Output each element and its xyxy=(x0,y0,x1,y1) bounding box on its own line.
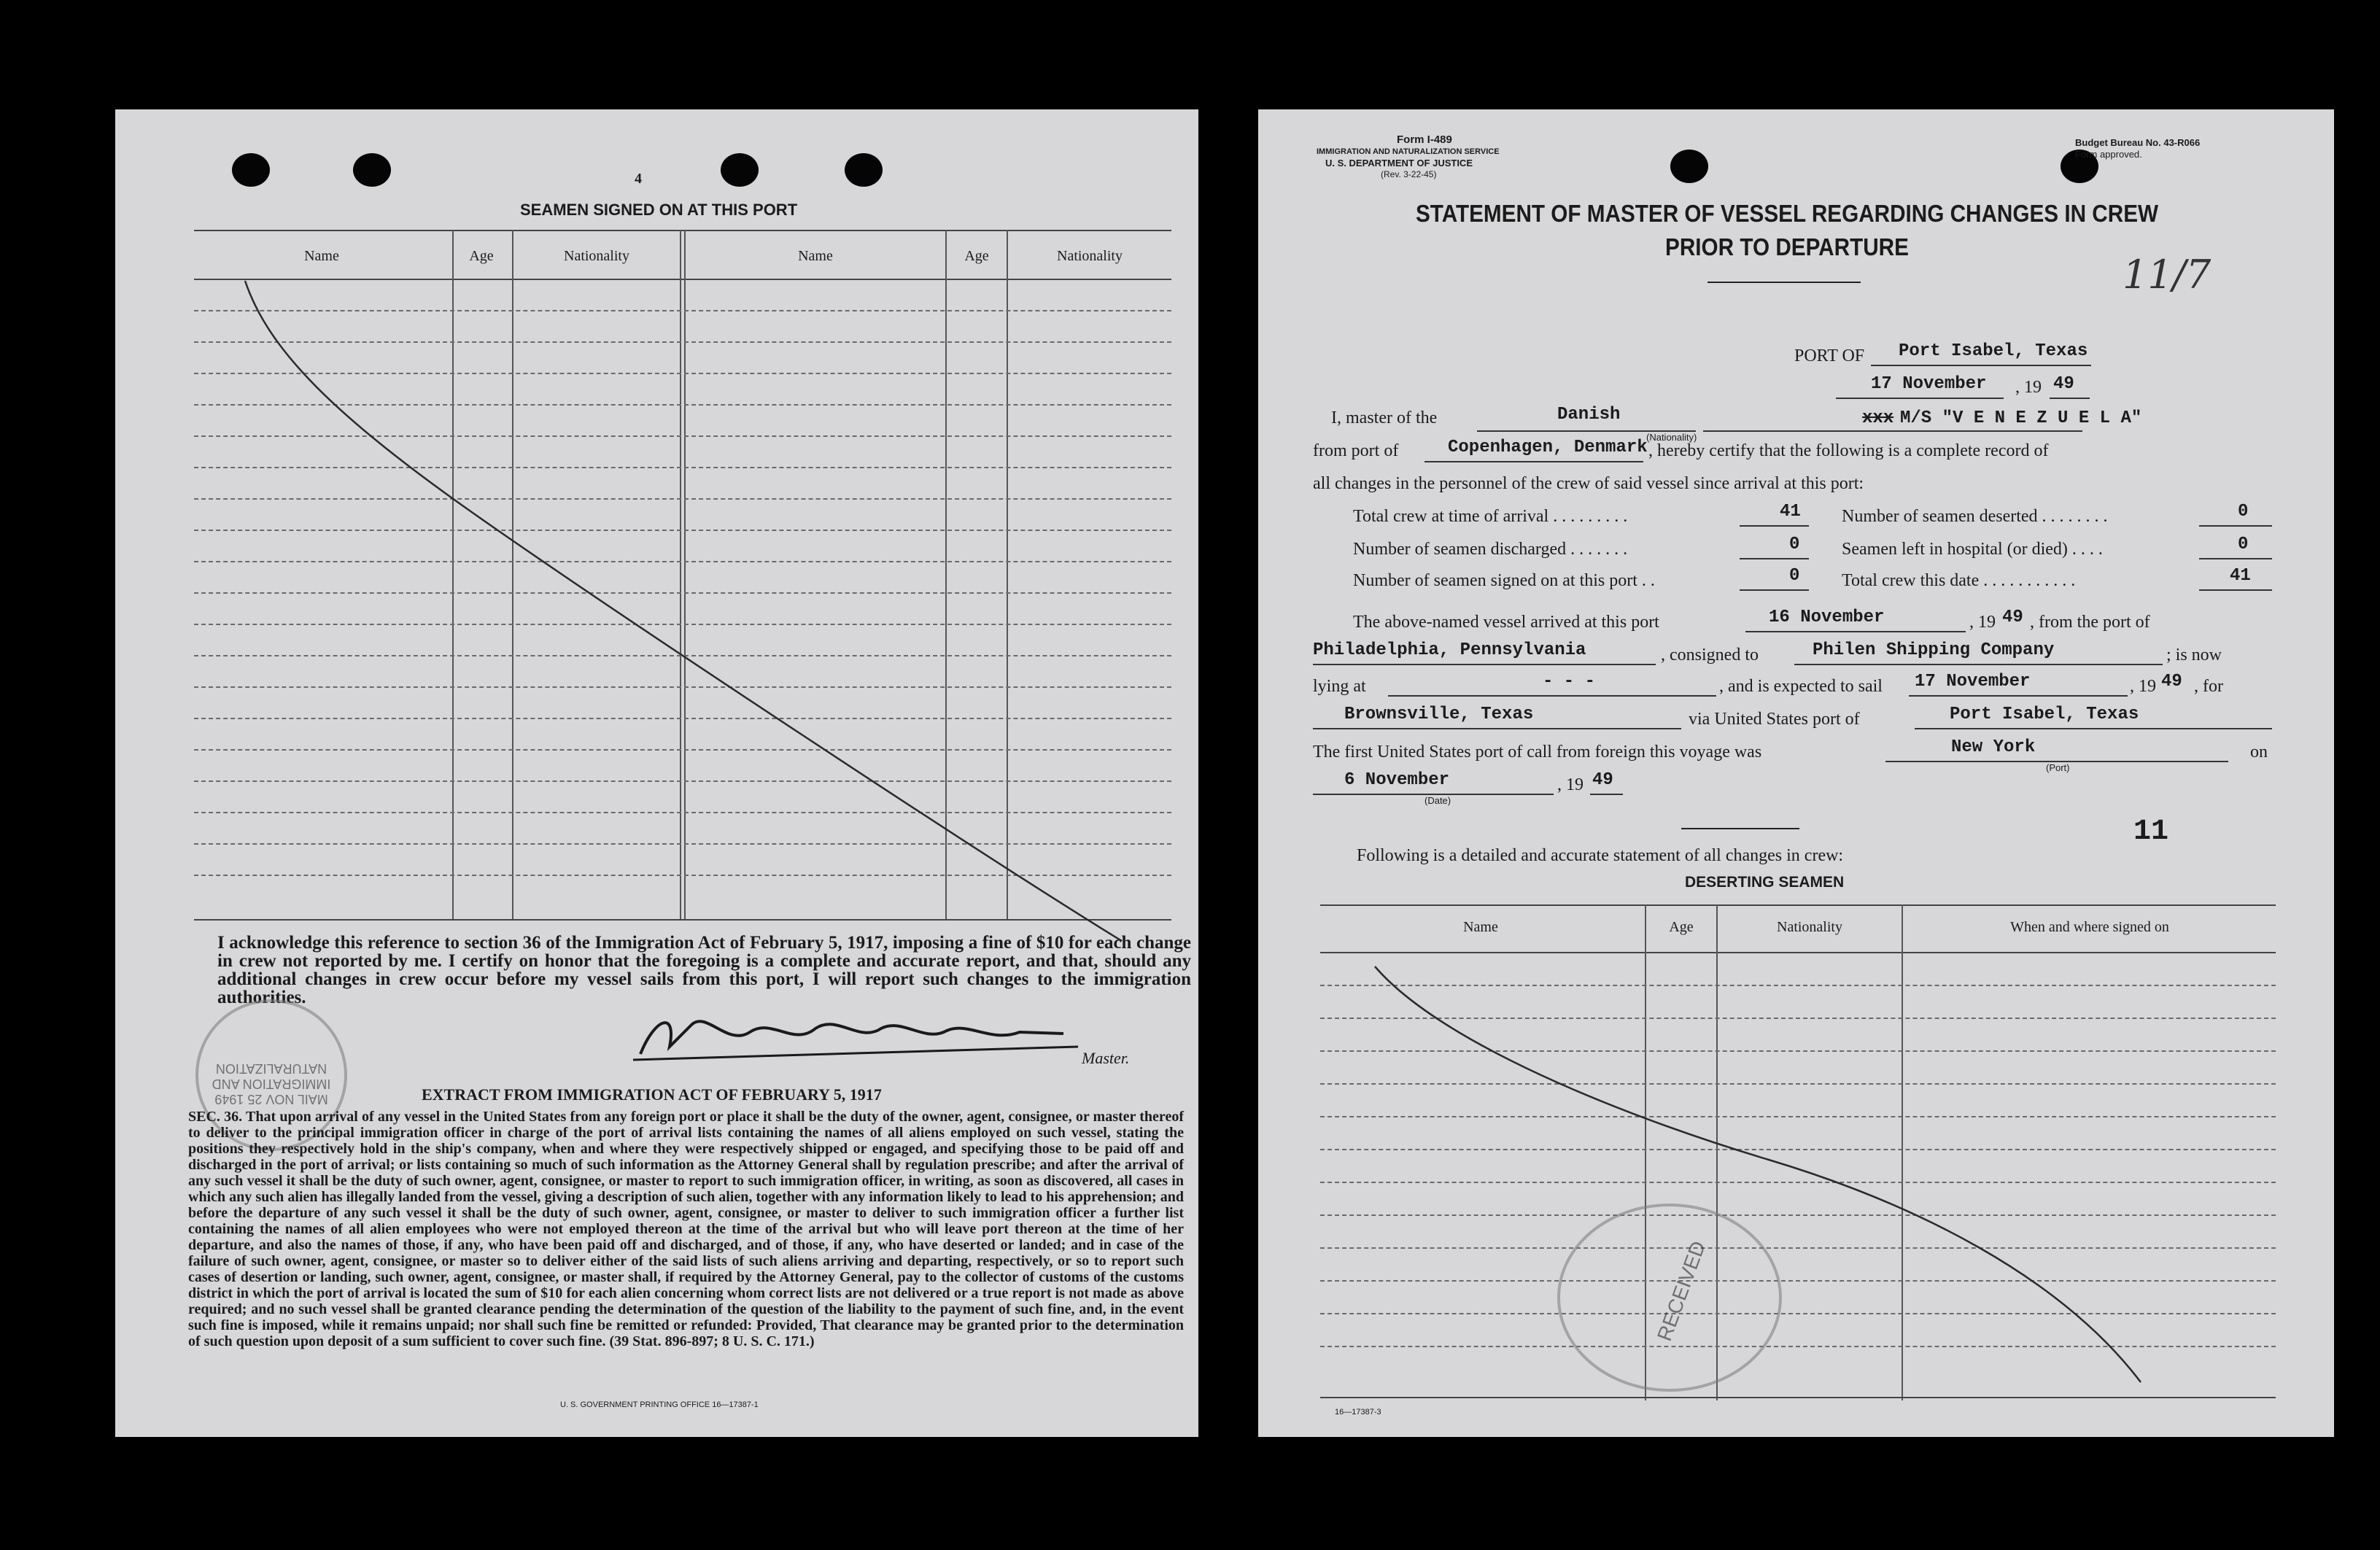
via-port: Port Isabel, Texas xyxy=(1950,705,2139,724)
strike-through-line xyxy=(115,109,1198,985)
column-header-age: Age xyxy=(964,248,989,264)
agency-line1: IMMIGRATION AND NATURALIZATION SERVICE xyxy=(1317,147,1500,156)
from-port-value: Copenhagen, Denmark xyxy=(1448,438,1648,457)
master-label: Master. xyxy=(1082,1049,1130,1067)
first-port: New York xyxy=(1951,737,2036,757)
sail-date: 17 November xyxy=(1915,672,2031,691)
handwritten-mark: 11/7 xyxy=(2123,252,2212,298)
nationality-value: Danish xyxy=(1557,405,1621,425)
column-header-name: Name xyxy=(1463,919,1498,935)
column-header-age: Age xyxy=(469,248,494,264)
date-day-month: 17 November xyxy=(1871,374,1987,394)
arrived-year: 49 xyxy=(2002,608,2023,627)
printing-office: 16—17387-3 xyxy=(1335,1408,1381,1417)
seamen-discharged: 0 xyxy=(1789,535,1800,554)
destination: Brownsville, Texas xyxy=(1344,705,1534,724)
agency-line2: U. S. DEPARTMENT OF JUSTICE xyxy=(1325,158,1473,168)
port-of-label: PORT OF xyxy=(1794,346,1865,365)
page-number: 4 xyxy=(635,171,642,187)
seamen-signed-on: 0 xyxy=(1789,566,1800,586)
seamen-deserted: 0 xyxy=(2238,502,2249,522)
deserting-title: DESERTING SEAMEN xyxy=(1685,874,1845,891)
vessel-name: M/S "V E N E Z U E L A" xyxy=(1900,408,2142,428)
budget-bureau: Budget Bureau No. 43-R066 xyxy=(2075,137,2201,148)
seamen-hospital: 0 xyxy=(2238,535,2249,554)
form-number: Form I-489 xyxy=(1397,133,1452,146)
strike-through-line xyxy=(1258,109,2334,1437)
port-of-value: Port Isabel, Texas xyxy=(1899,341,2088,361)
first-port-date: 6 November xyxy=(1344,770,1450,790)
section-title: SEAMEN SIGNED ON AT THIS PORT xyxy=(520,201,798,219)
received-stamp: RECEIVED xyxy=(1557,1204,1782,1392)
column-header-name: Name xyxy=(304,248,339,264)
count-mark: 11 xyxy=(2133,815,2169,848)
right-page: Form I-489 IMMIGRATION AND NATURALIZATION SERVICE U. S. DEPARTMENT OF JUSTICE (Rev. 3-22-45) Budget Bureau No. 43-R066 Form approved. STATEMENT OF MASTER OF VESSEL REGARDING CHANGES IN CREW PRIOR TO DEPARTURE 11/7 PORT OF Port Isabel, Texas 17 November , 19 49 I, master of the Danish (Nationality) xxx M/S "V E N E Z U E L A" from port of Copenhagen, Denmark , hereby certify that the following is a complete record of all changes in the personnel of the crew of said vessel since arrival at this port: Total crew at time of arrival . . . . . . . . . 41 Number of seamen discharged . . . . . . . 0 Number of seamen signed on at this port . . 0 Number of seamen deserted . . . . . . . . 0 Seamen left in hospital (or died) . . . . 0 Total crew this date . . . . . . . . . . . 41 The above-named vessel arrived at this port 16 November , 19 49 , from the port of Philadelphia, Pennsylvania , consigned to Philen Shipping Company ; is now lying at - - - , and is expected to sail 17 November , 19 49 , for Brownsville, Texas via United States port of Port Isabel, Texas The first United States port of call from foreign this voyage was New York on (Port) 6 November , 19 49 (Date) 11 Following is a detailed and accurate statement of all changes in crew: DESERTING SEAMEN Name Age Nationality When and where signed on RECEIVED 16—17387-3 xyxy=(1258,109,2334,1437)
total-crew-date: 41 xyxy=(2230,566,2251,586)
column-header-nationality: Nationality xyxy=(1777,919,1842,935)
lying-at: - - - xyxy=(1543,672,1596,691)
column-header-name: Name xyxy=(798,248,833,264)
departure-port: Philadelphia, Pennsylvania xyxy=(1313,640,1586,660)
column-header-when-where: When and where signed on xyxy=(2010,919,2169,935)
master-signature xyxy=(626,1003,1093,1069)
form-approved: Form approved. xyxy=(2075,149,2142,160)
date-year: 49 xyxy=(2053,374,2074,394)
extract-text: SEC. 36. That upon arrival of any vessel in the United States from any foreign port or place it shall be the duty of the owner, agent, consignee, or master thereof to deliver to the principal immigration officer in charge of the port of arrival lists containing the names of all aliens employed on such vessel, stating the positions they respectively hold in the ship's company, when and where they were respectively shipped or engaged, and specifying those to be paid off and discharged in the port of arrival; or lists containing so much of such information as the Attorney General shall by regulation prescribe; and after the arrival of any such vessel it shall be the duty of such owner, agent, consignee, or master to report to such immigration officer, in writing, as soon as discovered, all cases in which any such alien has illegally landed from the vessel, giving a description of such alien, together with any information likely to lead to his apprehension; and before the departure of any such vessel it shall be the duty of such owner, agent, consignee, or master to deliver to such immigration officer a further list containing the names of all alien employees who were not employed thereon at the time of the arrival but who will leave port thereon at the time of her departure, and also the names of those, if any, who have been paid off and discharged, and of those, if any, who have deserted or landed; and in case of the failure of such owner, agent, consignee, or master so to deliver either of the said lists of such aliens arriving and departing, respectively, or so to report such cases of desertion or landing, such owner, agent, consignee, or master shall, if required by the Attorney General, pay to the collector of customs of the customs district in which the port of arrival is located the sum of $10 for each alien concerning whom correct lists are not delivered or a true report is not made as above required; and no such vessel shall be granted clearance pending the determination of the question of the liability to the payment of such fine, and, in the event such fine is imposed, while it remains unpaid; nor shall such fine be remitted or refunded: Provided, That clearance may be granted prior to the determination of such question upon deposit of a sum sufficient to cover such fine. (39 Stat. 896-897; 8 U. S. C. 171.) xyxy=(188,1109,1184,1349)
printing-office: U. S. GOVERNMENT PRINTING OFFICE 16—17387-1 xyxy=(560,1400,759,1409)
left-page xyxy=(115,109,1198,1437)
column-header-age: Age xyxy=(1669,919,1694,935)
form-title: STATEMENT OF MASTER OF VESSEL REGARDING CHANGES IN CREW xyxy=(1415,200,2159,227)
column-header-nationality: Nationality xyxy=(564,248,629,264)
form-subtitle: PRIOR TO DEPARTURE xyxy=(1665,233,1909,260)
vessel-type-struck: xxx xyxy=(1862,408,1894,428)
mail-received-stamp: MAIL NOV 25 1949 IMMIGRATION AND NATURALIZATION xyxy=(195,999,347,1151)
acknowledgement-text: I acknowledge this reference to section 36 of the Immigration Act of February 5, 1917, imposing a fine of $10 for each change in crew not reported by me. I certify on honor that the foregoing is a complete and accurate report, and that, should any additional changes in crew occur before my vessel sails from this port, I will report such changes to the immigration authorities. xyxy=(217,933,1191,1007)
revision: (Rev. 3-22-45) xyxy=(1381,169,1437,179)
extract-title: EXTRACT FROM IMMIGRATION ACT OF FEBRUARY 5, 1917 xyxy=(422,1085,882,1104)
total-crew-arrival: 41 xyxy=(1780,502,1801,522)
first-port-year: 49 xyxy=(1592,770,1613,790)
consignee: Philen Shipping Company xyxy=(1813,640,2055,660)
column-header-nationality: Nationality xyxy=(1057,248,1123,264)
arrived-date: 16 November xyxy=(1769,608,1885,627)
sail-year: 49 xyxy=(2161,672,2182,691)
